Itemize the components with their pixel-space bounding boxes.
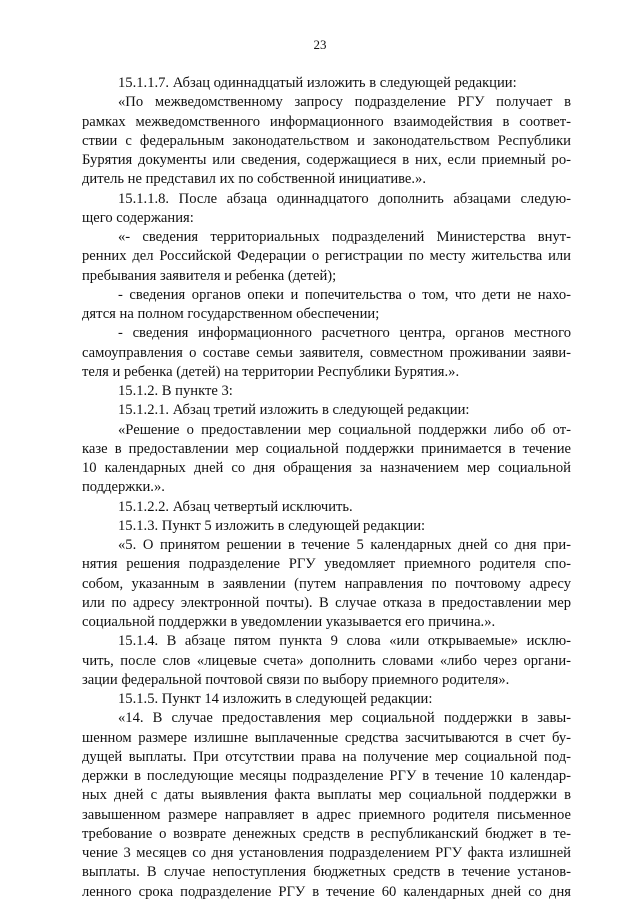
text-line: 15.1.1.8. После абзаца одиннадцатого дополнить абзацами следую- [118, 190, 571, 207]
text-line: самоуправления о составе семьи заявителя, совместном проживании заяви- [82, 344, 571, 361]
text-line: пребывания заявителя и ребенка (детей); [82, 267, 337, 284]
text-line: чение 3 месяцев со дня установления подразделением РГУ факта излишней [82, 845, 571, 861]
text-line: «5. О принятом решении в течение 5 календарных дней со дня при- [118, 537, 571, 553]
text-line: рамках межведомственного информационного взаимодействия в соответ- [82, 113, 571, 130]
text-line: или по адресу электронной почты). В случае отказа в предоставлении мер [82, 594, 571, 611]
text-line: дятся на полном государственном обеспечении; [82, 306, 380, 322]
text-line: шенном размере излишне выплаченные средства засчитываются в счет бу- [82, 729, 571, 746]
text-line: «- сведения территориальных подразделений Министерства внут- [118, 229, 571, 245]
text-line: ренних дел Российской Федерации о регистрации по месту жительства или [82, 248, 571, 265]
text-line: дитель не представил их по собственной инициативе.». [82, 171, 427, 188]
text-line: «По межведомственному запросу подразделение РГУ получает в [118, 94, 571, 111]
text-line: «Решение о предоставлении мер социальной поддержки либо об от- [118, 421, 571, 438]
text-line: нятия решения подразделение РГУ уведомляет приемного родителя спо- [82, 556, 571, 573]
text-line: собом, указанным в заявлении (путем направления по почтовому адресу [82, 575, 571, 592]
text-line: чить, после слов «лицевые счета» дополнить словами «либо через органи- [82, 652, 571, 669]
text-line: 15.1.2.1. Абзац третий изложить в следующей редакции: [118, 402, 470, 419]
text-line: 10 календарных дней со дня обращения за назначением мер социальной [82, 460, 571, 476]
text-line: теля и ребенка (детей) на территории Республики Бурятия.». [82, 363, 460, 380]
text-line: ных дней с даты выявления факта выплаты мер социальной поддержки в [82, 787, 571, 804]
text-line: 15.1.5. Пункт 14 изложить в следующей редакции: [118, 691, 433, 707]
text-line: завышенном размере направляет в адрес приемного родителя письменное [82, 806, 571, 823]
text-line: поддержки.». [82, 479, 165, 496]
text-line: - сведения информационного расчетного центра, органов местного [118, 325, 571, 342]
document-body [82, 74, 571, 902]
text-line: 15.1.4. В абзаце пятом пункта 9 слова «или открываемые» исклю- [118, 633, 571, 650]
text-line: казе в предоставлении мер социальной поддержки принимается в течение [82, 440, 571, 457]
text-line: 15.1.3. Пункт 5 изложить в следующей редакции: [118, 517, 426, 534]
text-line: ствии с федеральным законодательством и законодательством Республики [82, 132, 571, 149]
text-line: зации федеральной почтовой связи по выбору приемного родителя». [82, 671, 510, 688]
text-line: социальной поддержки в уведомлении указывается его причина.». [82, 614, 496, 630]
text-line: 15.1.2. В пункте 3: [118, 383, 233, 399]
text-line: щего содержания: [82, 209, 194, 226]
text-line: 15.1.1.7. Абзац одиннадцатый изложить в следующей редакции: [118, 75, 517, 91]
text-line: держки в последующие месяцы подразделение РГУ в течение 10 календар- [82, 768, 571, 784]
text-line: Бурятия документы или сведения, содержащиеся в них, если приемный ро- [82, 152, 571, 168]
text-line: ленного срока подразделение РГУ в течение 60 календарных дней со дня [82, 883, 571, 900]
text-line: требование о возврате денежных средств в республиканский бюджет в те- [82, 825, 571, 842]
text-line: дущей выплаты. При отсутствии права на получение мер социальной под- [82, 748, 571, 765]
page-number: 23 [313, 37, 327, 52]
text-line: 15.1.2.2. Абзац четвертый исключить. [118, 498, 353, 515]
text-line: - сведения органов опеки и попечительства о том, что дети не нахо- [118, 286, 571, 303]
text-line: выплаты. В случае непоступления бюджетных средств в течение установ- [82, 864, 571, 881]
text-line: «14. В случае предоставления мер социальной поддержки в завы- [118, 710, 571, 727]
